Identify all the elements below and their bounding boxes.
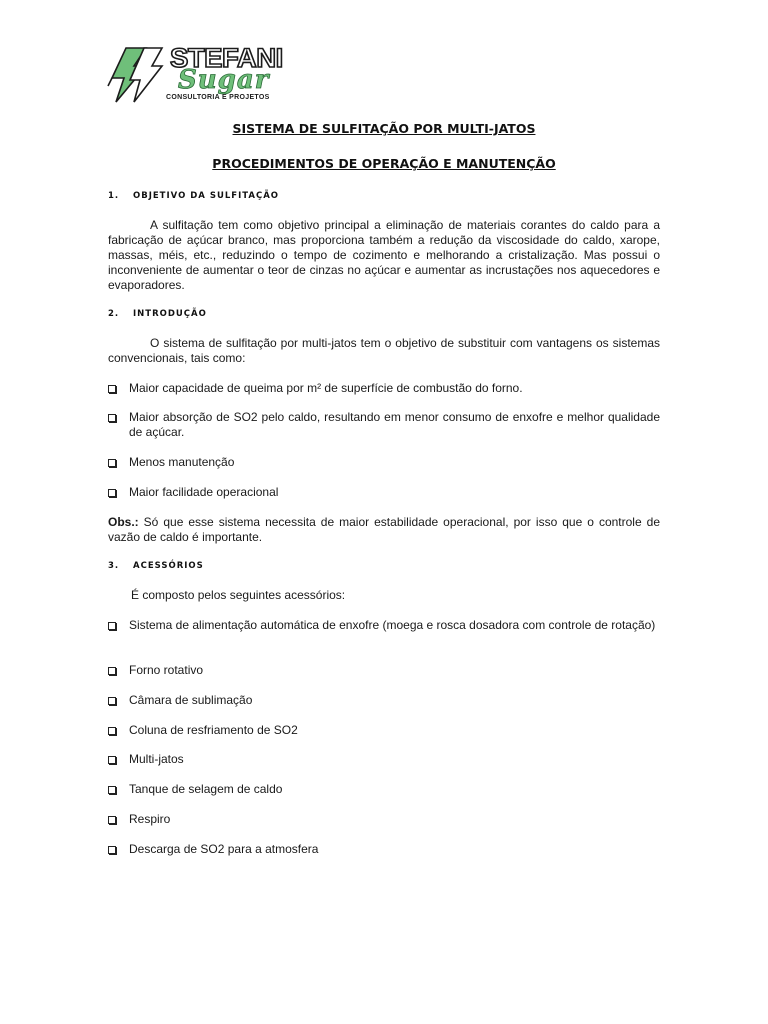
checkbox-bullet-icon [108,414,116,422]
list-item-text: Respiro [129,812,171,826]
checkbox-bullet-icon [108,667,116,675]
document-subtitle: PROCEDIMENTOS DE OPERAÇÃO E MANUTENÇÃO [212,156,556,171]
observation-note [108,515,660,545]
list-item-text: Câmara de sublimação [129,693,253,707]
checkbox-bullet-icon [108,756,116,764]
paragraph-introducao: O sistema de sulfitação por multi-jatos tem o objetivo de substituir com vantagens os sistemas convencionais, tais como: [108,336,660,365]
list-item-text: Menos manutenção [129,455,235,469]
obs-text: Só que esse sistema necessita de maior estabilidade operacional, por isso que o controle de vazão de caldo é importante. [108,515,660,544]
list-item-text: Descarga de SO2 para a atmosfera [129,842,319,856]
accessories-intro: É composto pelos seguintes acessórios: [131,588,346,602]
paragraph-objetivo: A sulfitação tem como objetivo principal a eliminação de materiais corantes do caldo para a fabricação de açúcar branco, mas proporciona também a redução da viscosidade do caldo, xarope, massas, méis, etc., reduzindo o tempo de cozimento e melhorando a cristalização. Mas possui o inconveniente de aumentar o teor de cinzas no açúcar e aumentar as incrustações nos aquecedores e evaporadores. [108,218,660,292]
list-item-text: Multi-jatos [129,752,184,766]
section-heading-introducao [108,309,207,319]
logo-brand-text: STEFANI [170,43,283,73]
checkbox-bullet-icon [108,489,116,497]
list-item-text: Sistema de alimentação automática de enxofre (moega e rosca dosadora com controle de rotação) [129,618,656,632]
logo-tagline: CONSULTORIA E PROJETOS [166,94,270,101]
checkbox-bullet-icon [108,727,116,735]
section-title: OBJETIVO DA SULFITAÇÃO [133,191,280,201]
list-item-text: Tanque de selagem de caldo [129,782,283,796]
list-item-text: Maior absorção de SO2 pelo caldo, resultando em menor consumo de enxofre e melhor qualidade de açúcar. [129,410,660,439]
section-number: 1. [108,191,120,201]
stefani-sugar-logo [106,44,282,106]
list-item-text: Maior facilidade operacional [129,485,279,499]
document-title: SISTEMA DE SULFITAÇÃO POR MULTI-JATOS [232,121,536,136]
obs-label: Obs.: [108,515,139,529]
section-heading-objetivo [108,191,279,201]
list-item-text: Coluna de resfriamento de SO2 [129,723,298,737]
section-number: 2. [108,309,120,319]
checkbox-bullet-icon [108,697,116,705]
list-item-text: Maior capacidade de queima por m² de superfície de combustão do forno. [129,381,523,395]
section-title: INTRODUÇÃO [133,309,207,319]
section-heading-acessorios [108,561,204,571]
list-item-text: Forno rotativo [129,663,204,677]
logo-script-text: Sugar [178,65,270,95]
checkbox-bullet-icon [108,816,116,824]
logo-emblem-icon [106,44,170,106]
checkbox-bullet-icon [108,622,116,630]
checkbox-bullet-icon [108,786,116,794]
checkbox-bullet-icon [108,846,116,854]
section-number: 3. [108,561,120,571]
section-title: ACESSÓRIOS [133,561,204,571]
checkbox-bullet-icon [108,385,116,393]
checkbox-bullet-icon [108,459,116,467]
